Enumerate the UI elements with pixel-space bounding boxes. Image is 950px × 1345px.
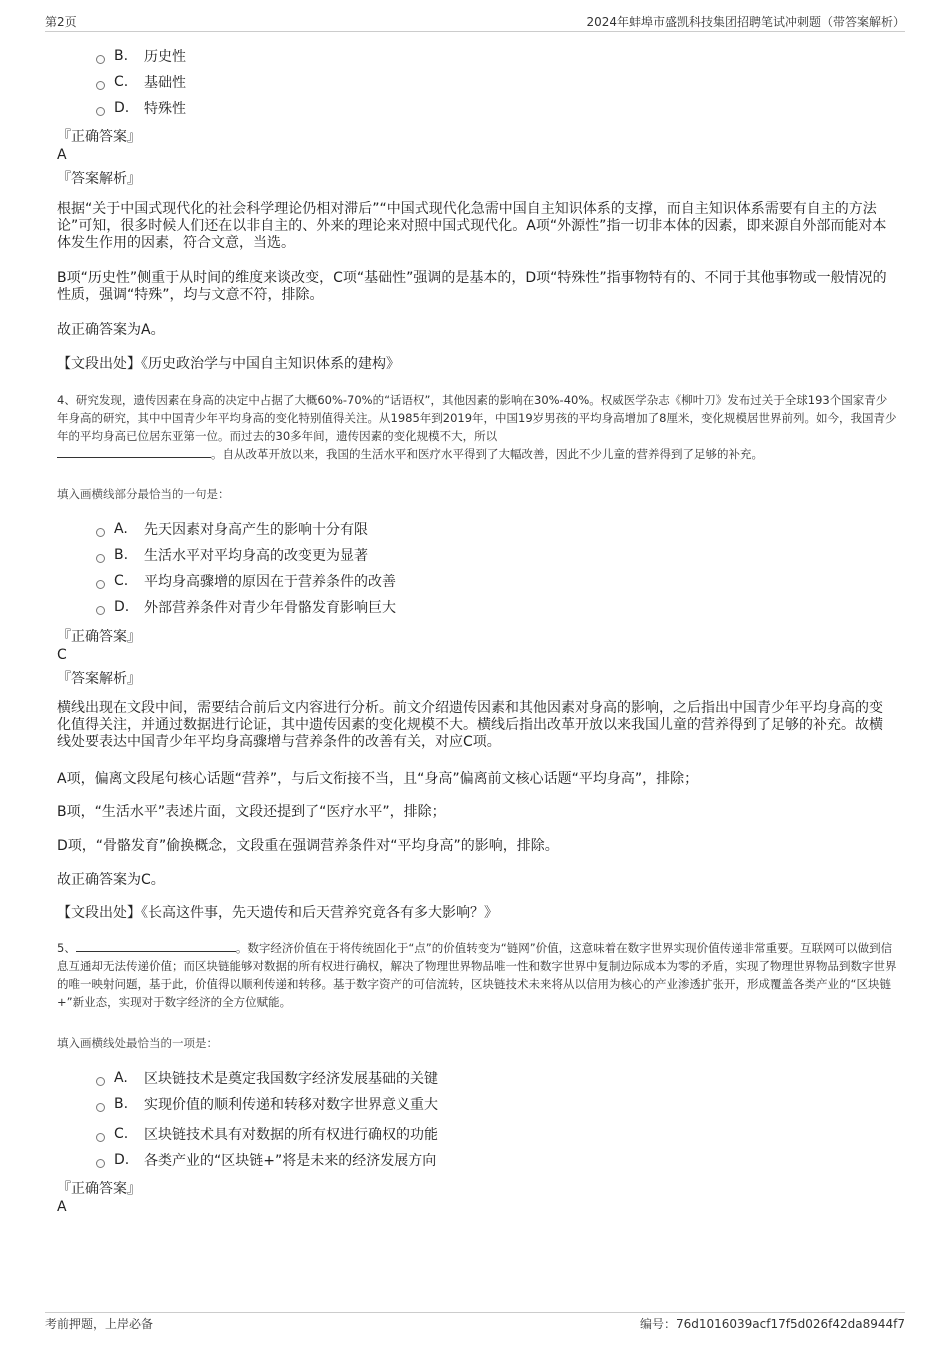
q4-stem: 4、研究发现，遗传因素在身高的决定中占据了大概60%-70%的“话语权”，其他因素的影响在30%-40%。权威医学杂志《柳叶刀》发布过关于全球193个国家青少年身高的研究，其中中国青少年平均身高的变化特别值得关注。从1985年到2019年，中国19岁男孩的平均身高增加了8厘米，变化规模居世界前列。如今，我国青少年的平均身高已位居东亚第一位。而过去的30多年间，遗传因素的变化规模不大，所以 。自从改革开放以来，我国的生活水平和医疗水平得到了大幅改善，因此不少儿童的营养得到了足够的补充。 [57, 393, 897, 461]
q4-answer: C [57, 647, 67, 663]
q4-answer-label: 『正确答案』 [57, 629, 141, 645]
q5-option-c[interactable]: C. 区块链技术具有对数据的所有权进行确权的功能 [96, 1125, 438, 1143]
q4-analysis-p4: D项，“骨骼发育”偷换概念，文段重在强调营养条件对“平均身高”的影响，排除。 [57, 838, 559, 854]
radio-icon[interactable] [96, 1103, 105, 1112]
q5-stem: 5、 。数字经济价值在于将传统固化于“点”的价值转变为“链网”价值，这意味着在数字世界实现价值传递非常重要。互联网可以做到信息互通却无法传递价值；而区块链能够对数据的所有权进行确权，解决了物理世界物品唯一性和数字世界中复制边际成本为零的矛盾，实现了物理世界物品到数字世界的唯一映射问题，基于此，价值得以顺利传递和转移。基于数字资产的可信流转，区块链技术未来将从以信用为核心的产业渗透扩张开，形成覆盖各类产业的“区块链+”新业态，实现对于数字经济的全方位赋能。 [57, 941, 897, 1009]
q5-prompt: 填入画横线处最恰当的一项是： [57, 1036, 218, 1050]
radio-icon[interactable] [96, 1133, 105, 1142]
q5-blank [76, 939, 236, 952]
q4-option-a[interactable]: A. 先天因素对身高产生的影响十分有限 [96, 520, 368, 538]
radio-icon[interactable] [96, 81, 105, 90]
q4-blank [57, 445, 211, 458]
q4-analysis-label: 『答案解析』 [57, 671, 141, 687]
radio-icon[interactable] [96, 1077, 105, 1086]
q3-answer-label: 『正确答案』 [57, 129, 141, 145]
q5-answer-label: 『正确答案』 [57, 1181, 141, 1197]
q3-analysis-label: 『答案解析』 [57, 171, 141, 187]
q4-analysis-p1: 横线出现在文段中间，需要结合前后文内容进行分析。前文介绍遗传因素和其他因素对身高的影响，之后指出中国青少年平均身高的变化值得关注，并通过数据进行论证，其中遗传因素的变化规模不大。横线后指出改革开放以来我国儿童的营养得到了足够的补充。故横线处要表达中国青少年平均身高骤增与营养条件的改善有关，对应C项。 [57, 700, 883, 750]
radio-icon[interactable] [96, 55, 105, 64]
q3-option-c[interactable]: C. 基础性 [96, 73, 186, 91]
page-number: 第2页 [45, 15, 77, 29]
header-divider [45, 31, 905, 32]
document-title: 2024年蚌埠市盛凯科技集团招聘笔试冲刺题（带答案解析） [586, 15, 905, 29]
q5-option-d[interactable]: D. 各类产业的“区块链+”将是未来的经济发展方向 [96, 1151, 436, 1169]
q3-analysis-p2: B项“历史性”侧重于从时间的维度来谈改变，C项“基础性”强调的是基本的，D项“特殊性”指事物特有的、不同于其他事物或一般情况的性质，强调“特殊”，均与文意不符，排除。 [57, 270, 887, 303]
q5-option-b[interactable]: B. 实现价值的顺利传递和转移对数字世界意义重大 [96, 1095, 438, 1113]
q5-answer: A [57, 1199, 67, 1215]
q4-prompt: 填入画横线部分最恰当的一句是： [57, 487, 230, 501]
radio-icon[interactable] [96, 580, 105, 589]
radio-icon[interactable] [96, 554, 105, 563]
radio-icon[interactable] [96, 1159, 105, 1168]
q5-option-a[interactable]: A. 区块链技术是奠定我国数字经济发展基础的关键 [96, 1069, 438, 1087]
q4-analysis-p3: B项，“生活水平”表述片面，文段还提到了“医疗水平”，排除； [57, 804, 446, 820]
q4-option-b[interactable]: B. 生活水平对平均身高的改变更为显著 [96, 546, 368, 564]
footer-divider [45, 1312, 905, 1313]
q3-analysis-p1: 根据“关于中国式现代化的社会科学理论仍相对滞后”“中国式现代化急需中国自主知识体系的支撑，而自主知识体系需要有自主的方法论”可知，很多时候人们还在以非自主的、外来的理论来对照中国式现代化。A项“外源性”指一切非本体的因素，即来源自外部而能对本体发生作用的因素，符合文意，当选。 [57, 201, 887, 251]
radio-icon[interactable] [96, 528, 105, 537]
footer-slogan: 考前押题，上岸必备 [45, 1317, 154, 1331]
q4-option-c[interactable]: C. 平均身高骤增的原因在于营养条件的改善 [96, 572, 396, 590]
q3-analysis-p3: 故正确答案为A。 [57, 322, 165, 338]
q3-source: 【文段出处】《历史政治学与中国自主知识体系的建构》 [57, 356, 400, 372]
radio-icon[interactable] [96, 107, 105, 116]
q3-option-d[interactable]: D. 特殊性 [96, 99, 186, 117]
q3-option-b[interactable]: B. 历史性 [96, 47, 186, 65]
q4-source: 【文段出处】《长高这件事，先天遗传和后天营养究竟各有多大影响？》 [57, 905, 498, 921]
radio-icon[interactable] [96, 606, 105, 615]
q4-option-d[interactable]: D. 外部营养条件对青少年骨骼发育影响巨大 [96, 598, 396, 616]
footer-code: 编号：76d1016039acf17f5d026f42da8944f7 [639, 1317, 905, 1331]
q4-analysis-p2: A项，偏离文段尾句核心话题“营养”，与后文衔接不当，且“身高”偏离前文核心话题“平均身高”，排除； [57, 771, 699, 787]
q3-answer: A [57, 147, 67, 163]
q4-analysis-p5: 故正确答案为C。 [57, 872, 165, 888]
